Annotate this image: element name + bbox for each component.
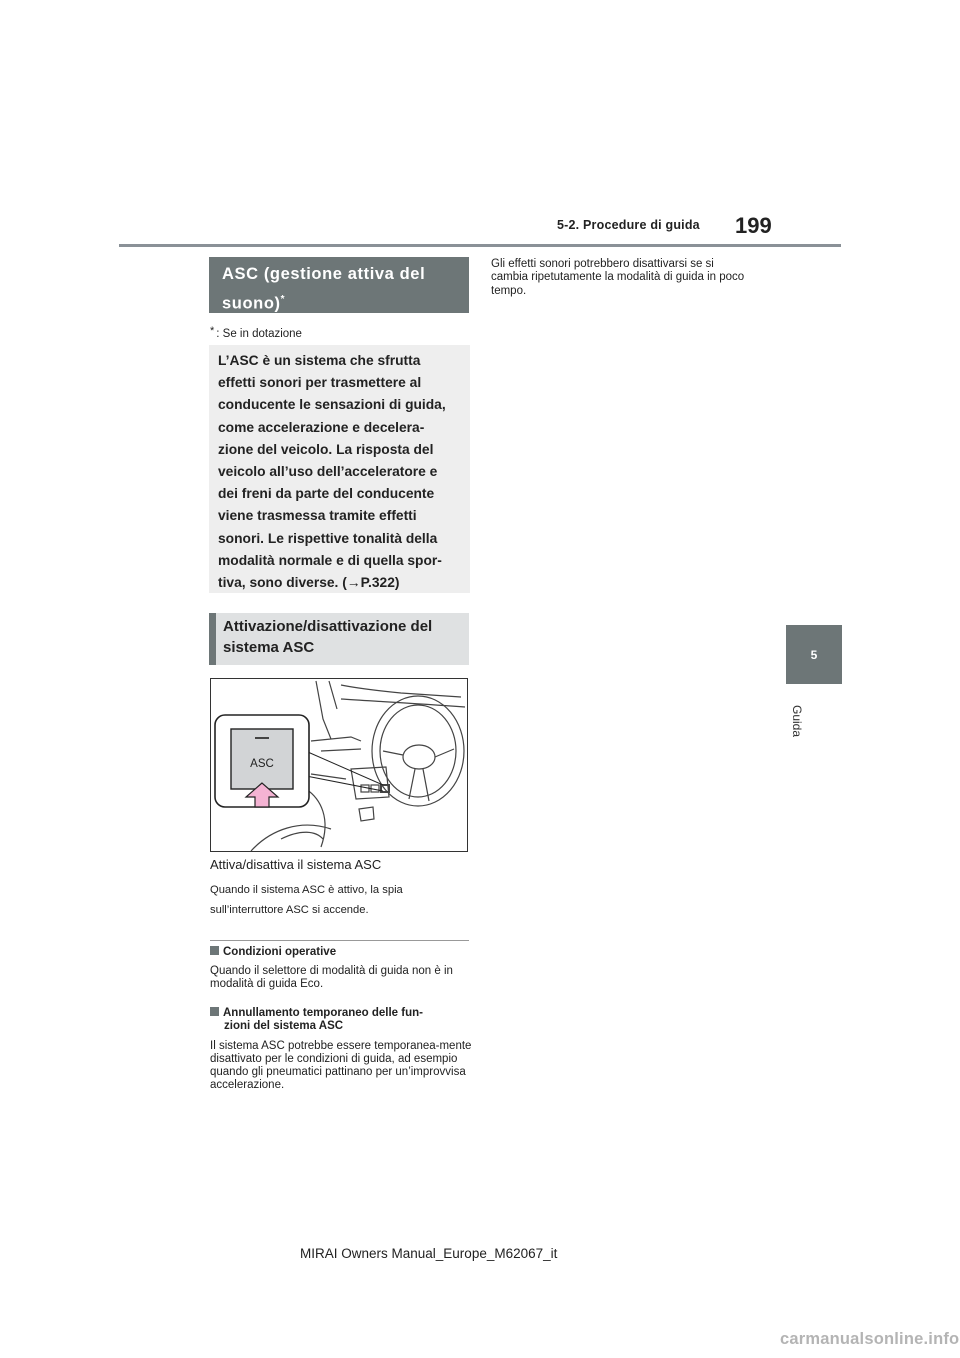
footer-manual-id: MIRAI Owners Manual_Europe_M62067_it [300,1246,558,1261]
watermark: carmanualsonline.info [780,1330,960,1348]
section-heading-box [209,257,469,313]
intro-line: zione del veicolo. La risposta del [218,441,434,457]
intro-line: modalità normale e di quella spor- [218,552,442,568]
intro-line: effetti sonori per trasmettere al [218,375,422,391]
subheading: Attivazione/disattivazione del sistema ASC [223,618,433,656]
asc-switch-illustration [210,678,468,852]
description-line: Quando il sistema ASC è attivo, la spia [210,884,403,896]
subheading-box [209,613,469,665]
page-number: 199 [735,213,772,238]
footnote-mark: * [210,325,215,337]
intro-line: viene trasmessa tramite effetti [218,508,417,524]
chapter-label: Guida [790,704,804,738]
intro-line: veicolo all’uso dell’acceleratore e [218,464,438,480]
section-heading [222,262,456,317]
bullet-square-icon [210,946,219,955]
dashboard-drawing [211,679,467,851]
footnote-text: : Se in dotazione [216,328,302,340]
cancel-heading-line: zioni del sistema ASC [224,1020,344,1032]
bullet-square-icon [210,1007,219,1016]
intro-line: come accelerazione e decelera- [218,419,425,435]
section-title: 5-2. Procedure di guida [557,218,700,232]
cancel-heading-line: Annullamento temporaneo delle fun- [223,1007,423,1019]
cancel-heading [210,1007,472,1033]
conditions-heading [210,946,472,959]
figure-caption: Attiva/disattiva il sistema ASC [210,857,382,872]
intro-line: L’ASC è un sistema che sfrutta [218,353,421,368]
intro-line: dei freni da parte del conducente [218,486,435,502]
chapter-tab [786,625,842,684]
footnote [210,325,302,340]
intro-line: sonori. Le rispettive tonalità della [218,530,438,546]
section-divider [210,940,469,941]
cancel-text: Il sistema ASC potrebbe essere temporanea-mente disattivato per le condizioni di guida, ad esempio quando gli pneumatici pattinano per un’improvvisa accelerazione. [210,1040,472,1091]
header-divider [119,244,841,247]
intro-box [209,345,470,593]
description-line: sull’interruttore ASC si accende. [210,904,369,916]
intro-line: conducente le sensazioni di guida, [218,397,446,413]
conditions-heading-text: Condizioni operative [223,946,337,958]
conditions-text: Quando il selettore di modalità di guida non è in modalità di guida Eco. [210,965,453,990]
section-heading-text: ASC (gestione attiva del suono) [222,265,426,313]
asc-button-label: ASC [250,758,274,770]
intro-line: tiva, sono diverse. (→P.322) [218,575,400,591]
right-column-note: Gli effetti sonori potrebbero disattivarsi se si cambia ripetutamente la modalità di guida in poco tempo. [491,258,745,297]
chapter-number: 5 [810,647,818,662]
section-heading-mark: * [280,294,286,305]
figure-description [210,880,470,920]
